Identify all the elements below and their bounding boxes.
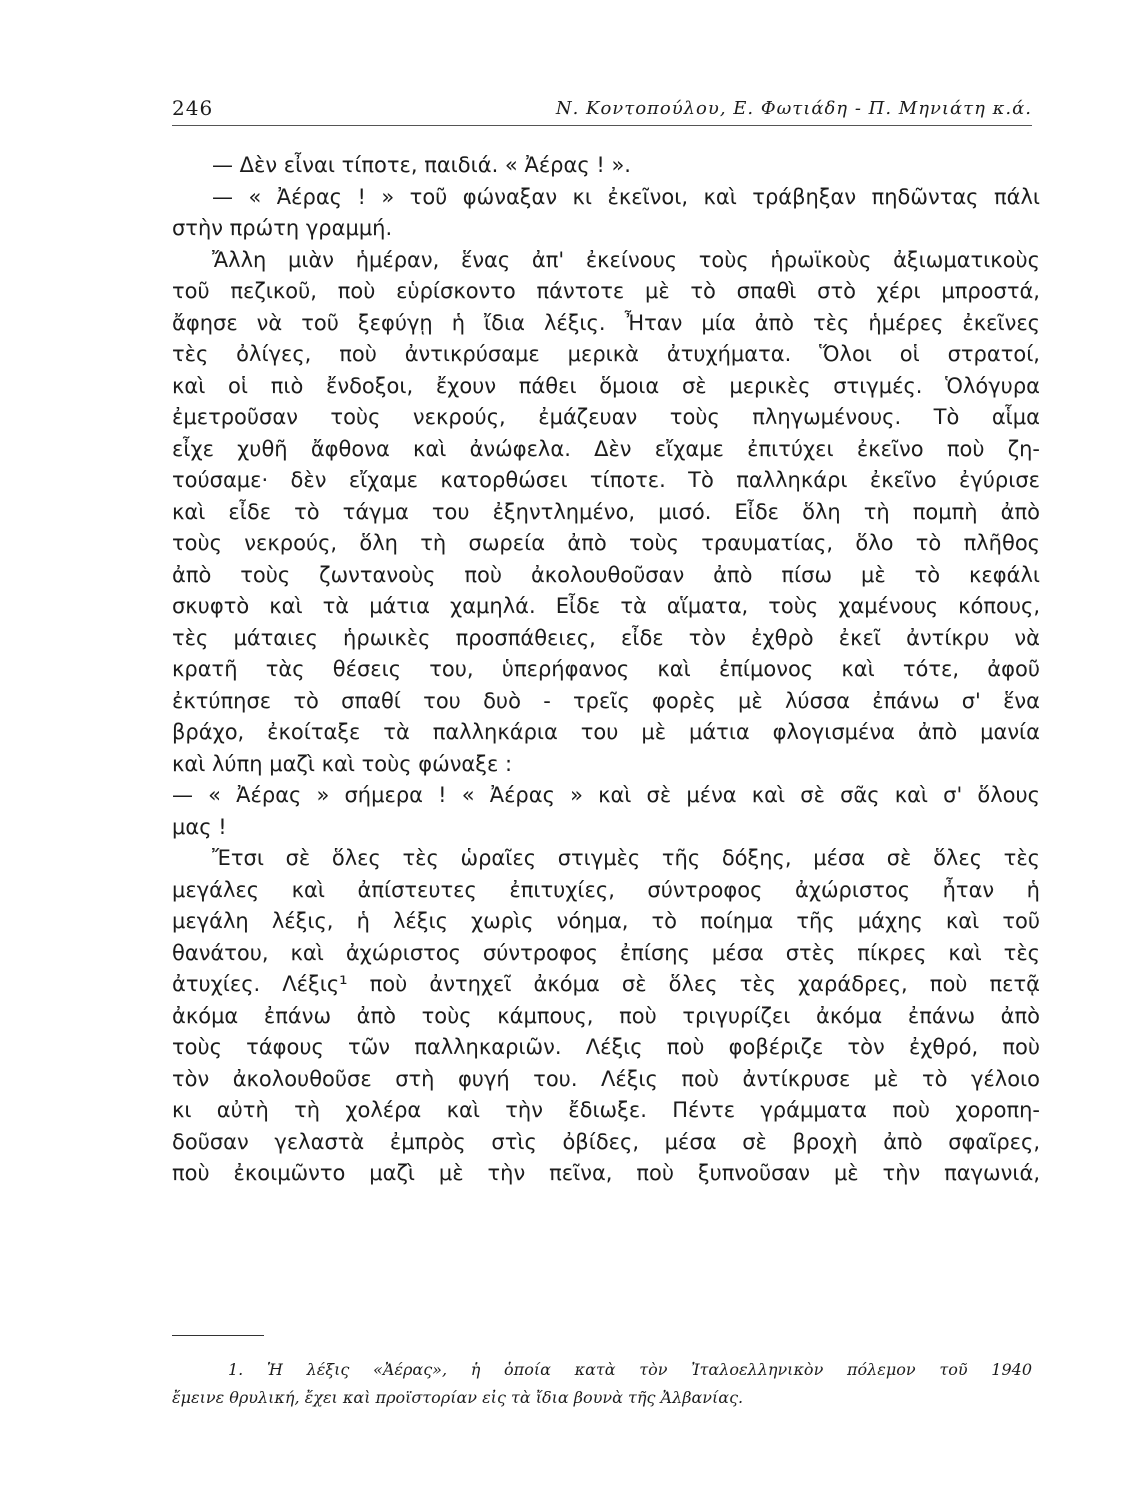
text-line: στὴν πρώτη γραμμή. (172, 216, 393, 240)
text-line: τὲς μάταιες ἡρωικὲς προσπάθειες, εἶδε τὸν ἐχθρὸ ἐκεῖ ἀντίκρυ νὰ (172, 625, 1040, 650)
text-line: κι αὐτὴ τὴ χολέρα καὶ τὴν ἔδιωξε. Πέντε γράμματα ποὺ χοροπη- (172, 1098, 1040, 1122)
text-line: ἀτυχίες. Λέξις¹ ποὺ ἀντηχεῖ ἀκόμα σὲ ὅλες τὲς χαράδρες, ποὺ πετᾷ (172, 972, 1040, 996)
footnote-line: ἔμεινε θρυλική, ἔχει καὶ προϊστορίαν εἰς τὰ ἴδια βουνὰ τῆς Ἀλβανίας. (172, 1388, 744, 1407)
text-line: μεγάλες καὶ ἀπίστευτες ἐπιτυχίες, σύντροφος ἀχώριστος ἦταν ἡ (172, 877, 1040, 902)
text-line: δοῦσαν γελαστὰ ἐμπρὸς στὶς ὀβίδες, μέσα σὲ βροχὴ ἀπὸ σφαῖρες, (172, 1129, 1040, 1154)
text-line: θανάτου, καὶ ἀχώριστος σύντροφος ἐπίσης μέσα στὲς πίκρες καὶ τὲς (172, 940, 1040, 965)
text-line: — « Ἀέρας ! » τοῦ φώναξαν κι ἐκεῖνοι, καὶ τράβηξαν πηδῶντας πάλι (212, 184, 1040, 209)
text-line: ἐκτύπησε τὸ σπαθί του δυὸ - τρεῖς φορὲς μὲ λύσσα ἐπάνω σ' ἕνα (172, 688, 1040, 713)
text-line: Ἄλλη μιὰν ἡμέραν, ἕνας ἀπ' ἐκείνους τοὺς ἡρωϊκοὺς ἀξιωματικοὺς (212, 247, 1040, 272)
text-line: μεγάλη λέξις, ἡ λέξις χωρὶς νόημα, τὸ ποίημα τῆς μάχης καὶ τοῦ (172, 909, 1040, 933)
body-text (172, 150, 1040, 1190)
text-line: τοὺς νεκρούς, ὅλη τὴ σωρεία ἀπὸ τοὺς τραυματίας, ὅλο τὸ πλῆθος (172, 531, 1040, 555)
footnote-line: 1. Ἡ λέξις «Ἀέρας», ἡ ὁποία κατὰ τὸν Ἰταλοελληνικὸν πόλεμον τοῦ 1940 (228, 1360, 1032, 1379)
text-line: — « Ἀέρας » σήμερα ! « Ἀέρας » καὶ σὲ μένα καὶ σὲ σᾶς καὶ σ' ὅλους (172, 783, 1040, 807)
text-line: καὶ οἱ πιὸ ἔνδοξοι, ἔχουν πάθει ὅμοια σὲ μερικὲς στιγμές. Ὁλόγυρα (172, 373, 1040, 398)
text-line: σκυφτὸ καὶ τὰ μάτια χαμηλά. Εἶδε τὰ αἵματα, τοὺς χαμένους κόπους, (172, 594, 1040, 618)
text-line: τὸν ἀκολουθοῦσε στὴ φυγή του. Λέξις ποὺ ἀντίκρυσε μὲ τὸ γέλοιο (172, 1066, 1040, 1091)
header-rule (172, 125, 1032, 126)
text-line: ἀκόμα ἐπάνω ἀπὸ τοὺς κάμπους, ποὺ τριγυρίζει ἀκόμα ἐπάνω ἀπὸ (172, 1003, 1040, 1028)
text-line: ἀπὸ τοὺς ζωντανοὺς ποὺ ἀκολουθοῦσαν ἀπὸ πίσω μὲ τὸ κεφάλι (172, 562, 1040, 587)
text-line: τοὺς τάφους τῶν παλληκαριῶν. Λέξις ποὺ φοβέριζε τὸν ἐχθρό, ποὺ (172, 1035, 1040, 1059)
page-number: 246 (172, 96, 214, 120)
text-line: ἐμετροῦσαν τοὺς νεκρούς, ἐμάζευαν τοὺς πληγωμένους. Τὸ αἷμα (172, 405, 1040, 429)
text-line: εἶχε χυθῆ ἄφθονα καὶ ἀνώφελα. Δὲν εἴχαμε ἐπιτύχει ἐκεῖνο ποὺ ζη- (172, 436, 1040, 461)
text-line: — Δὲν εἶναι τίποτε, παιδιά. « Ἀέρας ! ». (212, 153, 631, 177)
text-line: Ἔτσι σὲ ὅλες τὲς ὡραῖες στιγμὲς τῆς δόξης, μέσα σὲ ὅλες τὲς (212, 846, 1040, 870)
text-line: βράχο, ἐκοίταξε τὰ παλληκάρια του μὲ μάτια φλογισμένα ἀπὸ μανία (172, 720, 1040, 744)
text-line: τὲς ὀλίγες, ποὺ ἀντικρύσαμε μερικὰ ἀτυχήματα. Ὅλοι οἱ στρατοί, (172, 342, 1040, 366)
text-line: ἄφησε νὰ τοῦ ξεφύγῃ ἡ ἴδια λέξις. Ἦταν μία ἀπὸ τὲς ἡμέρες ἐκεῖνες (172, 310, 1040, 335)
text-line: τοῦ πεζικοῦ, ποὺ εὑρίσκοντο πάντοτε μὲ τὸ σπαθὶ στὸ χέρι μπροστά, (172, 279, 1040, 303)
page-header (172, 96, 1032, 132)
text-line: τούσαμε· δὲν εἴχαμε κατορθώσει τίποτε. Τὸ παλληκάρι ἐκεῖνο ἐγύρισε (172, 468, 1040, 492)
running-head: Ν. Κοντοπούλου, Ε. Φωτιάδη - Π. Μηνιάτη κ.ά. (555, 98, 1032, 119)
footnote (172, 1356, 1032, 1412)
footnote-rule (172, 1335, 264, 1336)
text-line: καὶ εἶδε τὸ τάγμα του ἐξηντλημένο, μισό. Εἶδε ὅλη τὴ πομπὴ ἀπὸ (172, 499, 1040, 524)
text-line: κρατῆ τὰς θέσεις του, ὑπερήφανος καὶ ἐπίμονος καὶ τότε, ἀφοῦ (172, 657, 1040, 681)
text-line: καὶ λύπη μαζὶ καὶ τοὺς φώναξε : (172, 751, 513, 776)
text-line: μας ! (172, 814, 227, 839)
text-line: ποὺ ἐκοιμῶντο μαζὶ μὲ τὴν πεῖνα, ποὺ ξυπνοῦσαν μὲ τὴν παγωνιά, (172, 1161, 1040, 1185)
